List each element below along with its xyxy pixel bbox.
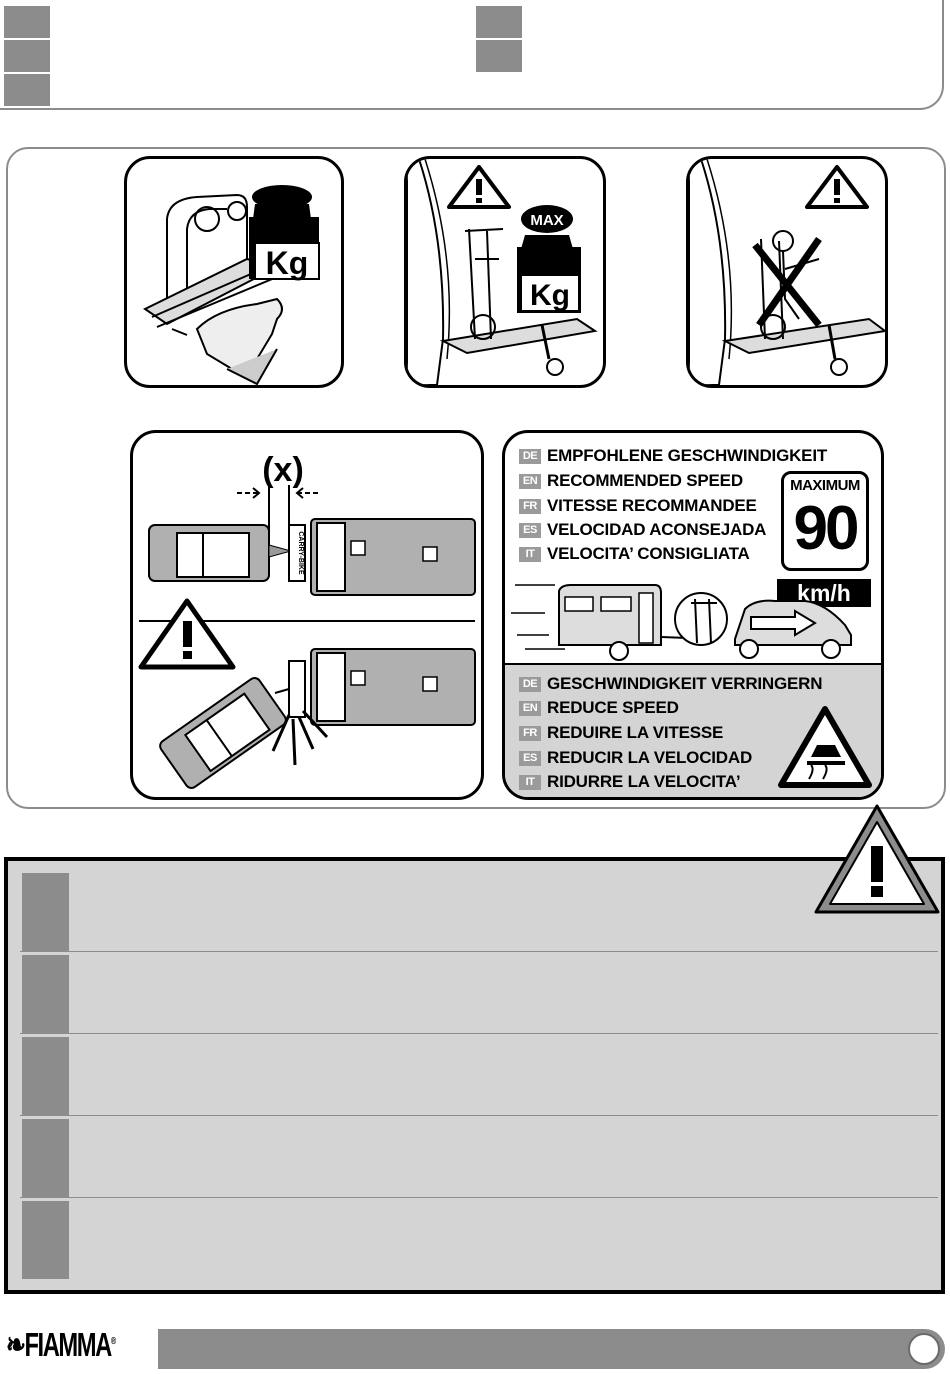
max-label: MAX <box>530 212 564 229</box>
warning-triangle-icon <box>449 167 509 207</box>
distance-diagram-illustration <box>133 433 481 797</box>
warning-row <box>20 953 938 1034</box>
recommended-row-it <box>519 543 750 565</box>
reduce-row-es <box>519 747 752 769</box>
panel-speed <box>502 430 884 800</box>
car-caravan-illustration <box>505 573 881 663</box>
recommended-text: VELOCITA’ CONSIGLIATA <box>547 544 750 563</box>
warning-lang-square <box>22 1037 69 1115</box>
speed-sign-title: MAXIMUM <box>790 477 860 494</box>
trademark: ® <box>110 1336 115 1347</box>
warning-triangle-icon <box>807 167 867 207</box>
lang-badge: ES <box>519 523 541 538</box>
lang-badge: EN <box>519 701 541 716</box>
warning-lang-square <box>22 1201 69 1279</box>
reduce-text: RIDURRE LA VELOCITA’ <box>547 772 741 791</box>
lang-badge: IT <box>519 547 541 562</box>
lang-badge: IT <box>519 775 541 790</box>
speed-unit: km/h <box>777 579 871 607</box>
reduce-speed-section <box>505 663 884 800</box>
rack-label: CARRY-BIKE <box>297 531 304 575</box>
no-passengers-illustration <box>689 159 885 385</box>
speed-sign-value: 90 <box>793 494 857 563</box>
warning-lang-square <box>22 873 69 951</box>
lang-badge: DE <box>519 677 541 692</box>
max-weight-illustration <box>407 159 603 385</box>
reduce-row-fr <box>519 722 723 744</box>
header-lang-square <box>476 6 522 38</box>
lang-badge: FR <box>519 499 541 514</box>
reduce-text: REDUCIR LA VELOCIDAD <box>547 748 753 767</box>
reduce-row-en <box>519 697 679 719</box>
logo-emblem-icon: ❧ <box>6 1326 25 1363</box>
slippery-road-warning-icon <box>777 705 873 791</box>
reduce-text: REDUCE SPEED <box>547 698 679 717</box>
warning-lang-square <box>22 1119 69 1197</box>
recommended-row-en <box>519 470 743 492</box>
reduce-row-de <box>519 673 822 695</box>
header-lang-square <box>476 40 522 72</box>
reduce-row-it <box>519 771 740 793</box>
warnings-box <box>4 857 945 1294</box>
panel-load-weight <box>124 156 344 388</box>
reduce-text: GESCHWINDIGKEIT VERRINGERN <box>547 674 823 693</box>
warning-row <box>20 1035 938 1116</box>
distance-x-label: (x) <box>262 451 304 489</box>
warning-row <box>20 1117 938 1198</box>
header-frame <box>0 0 944 110</box>
weight-kg-label: Kg <box>530 279 570 312</box>
brand-name: FIAMMA <box>24 1326 111 1363</box>
panel-distance-diagram <box>130 430 484 800</box>
warning-row <box>20 871 938 952</box>
weight-kg-label: Kg <box>265 245 309 281</box>
recommended-row-fr <box>519 495 757 517</box>
panel-no-passengers <box>686 156 888 388</box>
panel-max-weight <box>404 156 606 388</box>
header-lang-square <box>4 40 50 72</box>
footer-bar <box>158 1329 945 1369</box>
page-number-circle <box>908 1333 940 1365</box>
lang-badge: DE <box>519 449 541 464</box>
warning-triangle-icon <box>810 800 944 920</box>
recommended-row-de <box>519 445 827 467</box>
warning-row <box>20 1199 938 1279</box>
header-lang-square <box>4 74 50 106</box>
warning-triangle-icon <box>141 601 233 667</box>
bike-rack-load-illustration <box>127 159 341 385</box>
lang-badge: FR <box>519 726 541 741</box>
recommended-text: VITESSE RECOMMANDEE <box>547 496 757 515</box>
lang-badge: EN <box>519 474 541 489</box>
recommended-row-es <box>519 519 766 541</box>
fiamma-logo <box>6 1325 115 1364</box>
recommended-text: EMPFOHLENE GESCHWINDIGKEIT <box>547 446 828 465</box>
speed-limit-sign <box>781 471 869 571</box>
recommended-text: VELOCIDAD ACONSEJADA <box>547 520 767 539</box>
lang-badge: ES <box>519 751 541 766</box>
header-lang-square <box>4 6 50 38</box>
warning-lang-square <box>22 955 69 1033</box>
reduce-text: REDUIRE LA VITESSE <box>547 723 724 742</box>
recommended-text: RECOMMENDED SPEED <box>547 471 743 490</box>
